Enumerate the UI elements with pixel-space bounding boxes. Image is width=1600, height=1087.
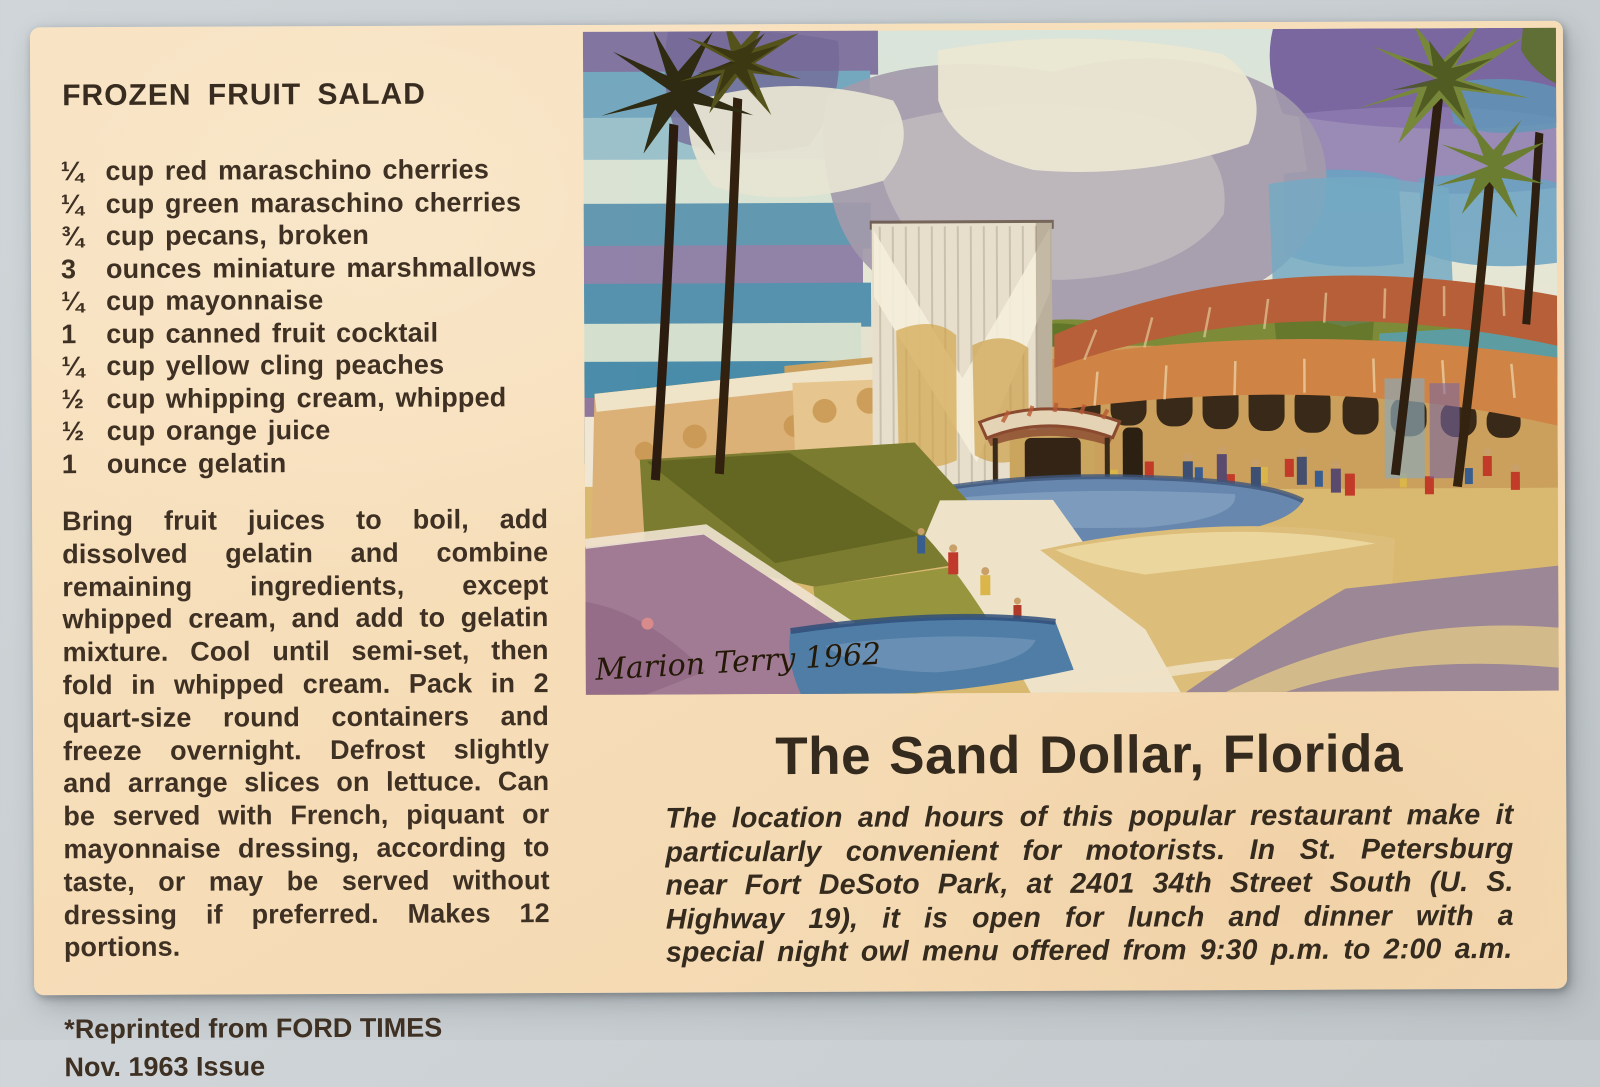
postcard-title: The Sand Dollar, Florida bbox=[775, 724, 1404, 787]
ingredient-row bbox=[61, 348, 547, 383]
ingredient-qty: ½ bbox=[61, 416, 85, 447]
ingredient-qty: ¼ bbox=[60, 188, 84, 219]
recipe-column bbox=[60, 77, 550, 1086]
attribution-source: *Reprinted from FORD TIMES bbox=[64, 1012, 443, 1045]
ingredient-item: cup orange juice bbox=[106, 415, 331, 447]
attribution-issue: Nov. 1963 Issue bbox=[64, 1051, 266, 1083]
recipe-instructions: Bring fruit juices to boil, add dissolved gelatin and combine remaining ingredients, except whipped cream, and add to gelatin mixture. Cool until semi-set, then fold in whipped cream. Pack in 2 quart-size round containers and freeze overnight. Defrost slightly and arrange slices on lettuce. Can be served with French, piquant or mayonnaise dressing, according to taste, or may be served without dressing if preferred. Makes 12 portions. bbox=[61, 504, 550, 963]
caption-block bbox=[665, 723, 1514, 970]
ingredient-item: cup canned fruit cocktail bbox=[106, 317, 439, 349]
ingredient-item: cup mayonnaise bbox=[106, 285, 324, 317]
postcard bbox=[30, 21, 1567, 1083]
ingredient-row bbox=[61, 218, 547, 253]
ingredient-row bbox=[62, 446, 548, 481]
ingredient-qty: ¼ bbox=[61, 351, 85, 382]
ingredient-item: cup pecans, broken bbox=[105, 219, 370, 252]
ingredient-qty: 3 bbox=[60, 253, 77, 284]
ingredient-row bbox=[61, 186, 547, 221]
recipe-title: FROZEN FRUIT SALAD bbox=[62, 77, 426, 113]
artist-signature: Marion Terry 1962 bbox=[594, 636, 883, 688]
ingredient-row bbox=[61, 283, 547, 318]
painting-canvas bbox=[583, 28, 1559, 695]
ingredient-item: cup yellow cling peaches bbox=[106, 349, 445, 382]
ingredient-qty: ¾ bbox=[60, 221, 84, 252]
ingredient-list bbox=[60, 153, 547, 480]
ingredient-row bbox=[61, 316, 547, 351]
ingredient-qty: ¼ bbox=[60, 156, 84, 187]
ingredient-qty: ½ bbox=[61, 383, 85, 414]
sand-dollar-painting bbox=[583, 28, 1559, 695]
ingredient-row bbox=[61, 251, 547, 286]
ingredient-row bbox=[60, 153, 546, 188]
ingredient-qty: ¼ bbox=[61, 286, 84, 317]
recipe-attribution bbox=[64, 1008, 550, 1086]
ingredient-item: ounce gelatin bbox=[106, 447, 287, 479]
ingredient-qty: 1 bbox=[61, 318, 77, 349]
ingredient-qty: 1 bbox=[61, 448, 78, 479]
postcard-description: The location and hours of this popular restaurant make it particularly convenient for motorists. In St. Petersburg near Fort DeSoto Park, at 2401 34th Street South (U. S. Highway 19), it is open for lunch and dinner with a special night owl menu offered from 9:30 p.m. to 2:00 a.m. bbox=[665, 798, 1514, 969]
ingredient-item: cup green maraschino cherries bbox=[105, 186, 522, 219]
ingredient-item: cup whipping cream, whipped bbox=[106, 381, 507, 414]
ingredient-row bbox=[62, 413, 548, 448]
ingredient-item: ounces miniature marshmallows bbox=[105, 251, 537, 284]
ingredient-row bbox=[61, 381, 547, 416]
ingredient-item: cup red maraschino cherries bbox=[105, 154, 490, 187]
